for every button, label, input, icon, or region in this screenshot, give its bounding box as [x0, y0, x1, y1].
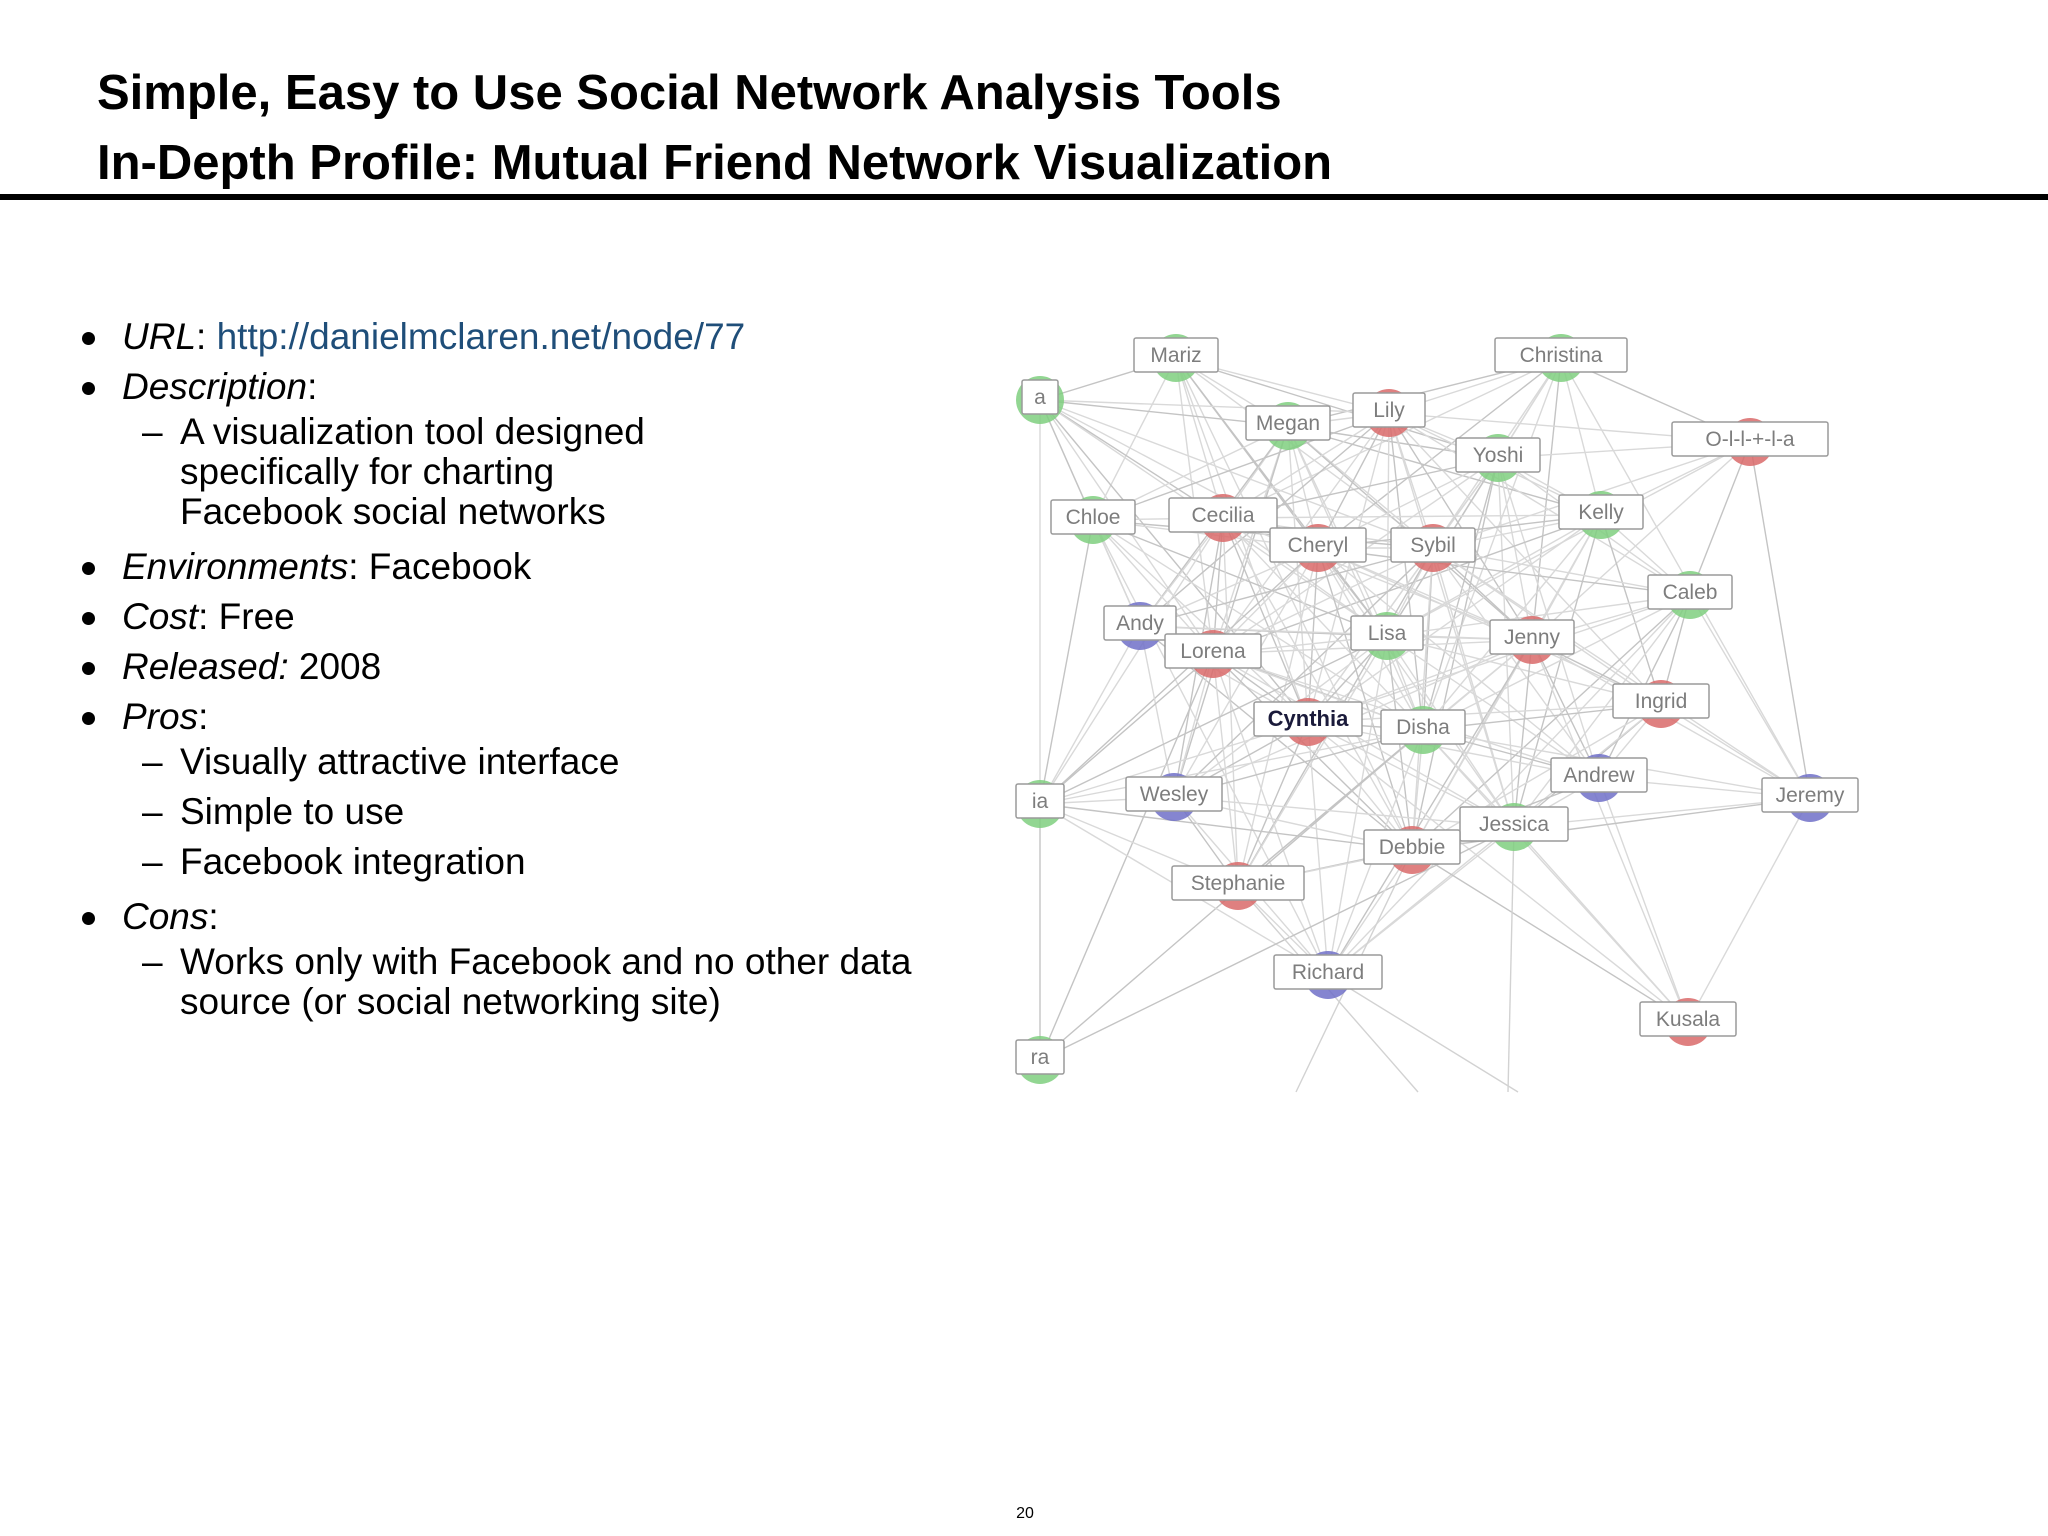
network-graph — [1030, 330, 1845, 1092]
title-divider — [0, 194, 2048, 200]
network-edge — [1040, 400, 1389, 413]
node-label: Kelly — [1578, 501, 1624, 524]
description-key: Description — [122, 366, 308, 407]
network-node — [1381, 706, 1465, 754]
network-edge — [1387, 413, 1389, 636]
environments-key: Environments — [122, 546, 349, 587]
cost-value: Free — [218, 596, 295, 637]
released-key: Released: — [122, 646, 289, 687]
node-label: ia — [1031, 790, 1049, 813]
node-label: Wesley — [1139, 783, 1209, 806]
network-edge — [1040, 654, 1213, 1060]
network-node — [1364, 826, 1460, 874]
network-node — [1274, 951, 1382, 999]
node-label: Debbie — [1378, 836, 1446, 859]
network-edge — [1508, 827, 1514, 1092]
node-label: Lisa — [1367, 622, 1407, 645]
network-edge — [1561, 358, 1601, 515]
pros-item: – Facebook integration — [82, 842, 982, 882]
environments-value: Facebook — [368, 546, 532, 587]
network-node — [1172, 862, 1304, 910]
node-label: Jessica — [1478, 813, 1550, 836]
bullet-cons: Cons: — [82, 892, 982, 942]
network-edge — [1328, 975, 1518, 1092]
bullet-url: URL: http://danielmclaren.net/node/77 — [82, 312, 982, 362]
network-node — [1762, 774, 1858, 822]
pros-item: – Simple to use — [82, 792, 982, 832]
node-label: Ingrid — [1634, 690, 1688, 713]
node-label: Caleb — [1662, 581, 1718, 604]
description-sub: – A visualization tool designed specifically for charting Facebook social networks — [82, 412, 710, 532]
pros-key: Pros — [122, 696, 199, 737]
network-node — [1640, 998, 1736, 1046]
node-label: a — [1034, 386, 1046, 409]
cons-item: – Works only with Facebook and no other data source (or social networking site) — [82, 942, 940, 1022]
network-node — [1016, 780, 1064, 828]
released-value: 2008 — [298, 646, 382, 687]
node-label: Disha — [1396, 716, 1450, 739]
network-edge — [1514, 827, 1688, 1022]
node-label: Cynthia — [1267, 706, 1349, 731]
network-node — [1648, 571, 1732, 619]
node-label: Richard — [1291, 961, 1365, 984]
node-label: Chloe — [1065, 506, 1121, 529]
network-edge — [1690, 442, 1750, 595]
node-label: Jeremy — [1775, 784, 1845, 807]
node-label: Andrew — [1563, 764, 1635, 787]
network-edge — [1412, 850, 1688, 1022]
url-key: URL — [122, 316, 197, 357]
slide-title — [97, 58, 1332, 198]
network-node — [1254, 698, 1362, 746]
node-label: Kusala — [1655, 1008, 1721, 1031]
network-visualization-image — [1030, 330, 1845, 1092]
network-node — [1672, 418, 1828, 466]
title-line-1: Simple, Easy to Use Social Network Analysis Tools — [97, 66, 1282, 120]
url-link[interactable]: http://danielmclaren.net/node/77 — [216, 316, 746, 357]
cost-key: Cost — [122, 596, 199, 637]
node-label: O-l-l-+-l-a — [1705, 428, 1795, 451]
node-label: Jenny — [1503, 626, 1561, 649]
network-node — [1134, 334, 1218, 382]
node-label: Mariz — [1150, 344, 1202, 367]
network-node — [1016, 1036, 1064, 1084]
bullet-released — [82, 642, 982, 692]
node-label: Cheryl — [1287, 534, 1349, 557]
pros-item: – Visually attractive interface — [82, 742, 982, 782]
node-label: Megan — [1255, 412, 1321, 435]
node-label: Andy — [1116, 612, 1164, 635]
page-number: 20 — [1016, 1505, 1034, 1522]
bullet-cost: Cost: Free — [82, 592, 982, 642]
node-label: Stephanie — [1190, 872, 1286, 895]
bullet-description: Description: — [82, 362, 982, 412]
node-label: Lily — [1373, 399, 1405, 422]
network-node — [1051, 496, 1135, 544]
network-node — [1126, 773, 1222, 821]
network-node — [1016, 376, 1064, 424]
network-node — [1246, 402, 1330, 450]
bullet-list — [82, 312, 982, 1032]
network-node — [1495, 334, 1627, 382]
bullet-pros: Pros: — [82, 692, 982, 742]
node-label: Cecilia — [1191, 504, 1255, 527]
network-node — [1270, 524, 1366, 572]
network-edge — [1176, 358, 1498, 458]
network-node — [1353, 389, 1425, 437]
title-line-2: In-Depth Profile: Mutual Friend Network Visualization — [97, 136, 1333, 190]
node-label: Sybil — [1410, 534, 1456, 557]
network-node — [1460, 803, 1568, 851]
network-node — [1551, 754, 1647, 802]
node-label: Christina — [1519, 344, 1603, 367]
node-label: ra — [1030, 1046, 1050, 1069]
cons-key: Cons — [122, 896, 209, 937]
bullet-environments: Environments: Facebook — [82, 542, 982, 592]
node-label: Lorena — [1180, 640, 1246, 663]
node-label: Yoshi — [1472, 444, 1524, 467]
network-edge — [1688, 798, 1810, 1022]
